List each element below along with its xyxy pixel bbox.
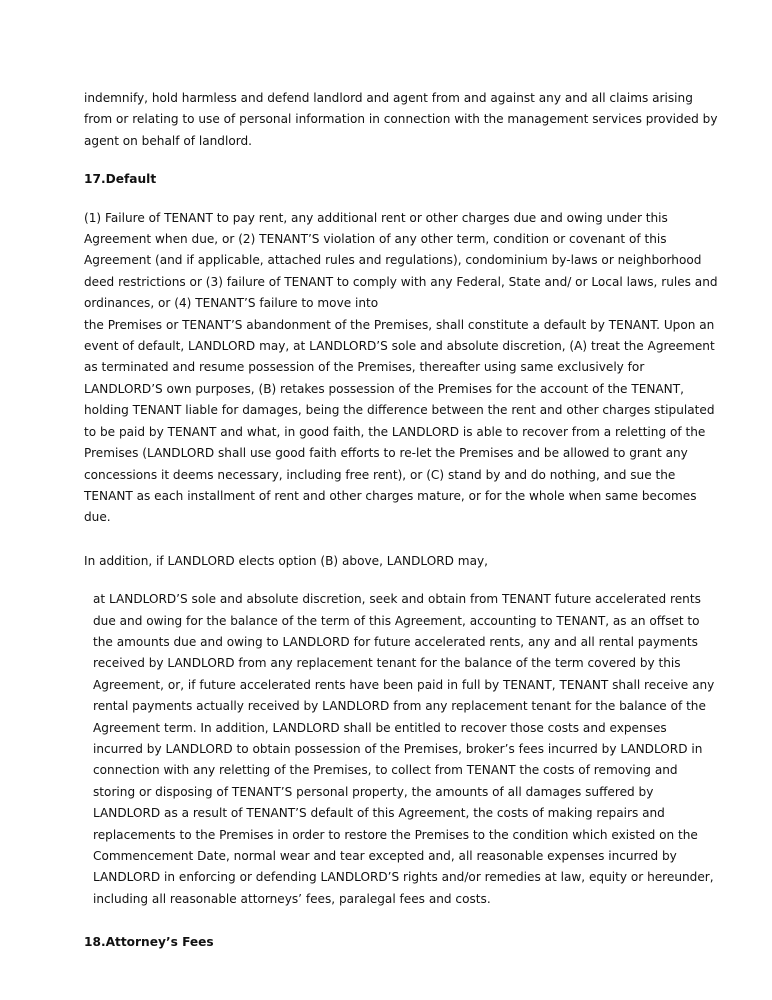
section-heading-default: 17.Default [84, 172, 157, 187]
paragraph-default-remedies: the Premises or TENANT’S abandonment of the Premises, shall constitute a default by TENANT. Upon an event of default, LANDLORD may, at LANDLORD’S sole and absolute discretion, (A) treat the Agreement as terminated and resume possession of the Premises, thereafter using same exclusively for LANDLORD’S own purposes, (B) retakes possession of the Premises for the account of the TENANT, holding TENANT liable for damages, being the difference between the rent and other charges stipulated to be paid by TENANT and what, in good faith, the LANDLORD is able to recover from a reletting of the Premises (LANDLORD shall use good faith efforts to re-let the Premises and be allowed to grant any concessions it deems necessary, including free rent), or (C) stand by and do nothing, and sue the TENANT as each installment of rent and other charges mature, or for the whole when same becomes due. [84, 317, 715, 525]
paragraph-default-clause-list: (1) Failure of TENANT to pay rent, any additional rent or other charges due and owing under this Agreement when due, or (2) TENANT’S violation of any other term, condition or covenant of this Agreement (and if applicable, attached rules and regulations), condominium by-laws or neighborhood deed restrictions or (3) failure of TENANT to comply with any Federal, State and/ or Local laws, rules and ordinances, or (4) TENANT’S failure to move into [84, 210, 718, 311]
paragraph-option-b-intro: In addition, if LANDLORD elects option (B) above, LANDLORD may, [84, 553, 488, 568]
section-heading-attorneys-fees: 18.Attorney’s Fees [84, 935, 214, 950]
document-body [84, 88, 718, 954]
paragraph-indemnify-carryover: indemnify, hold harmless and defend landlord and agent from and against any and all claims arising from or relating to use of personal information in connection with the management services provided by agent on behalf of landlord. [84, 91, 718, 148]
paragraph-accelerated-rents: at LANDLORD’S sole and absolute discretion, seek and obtain from TENANT future accelerated rents due and owing for the balance of the term of this Agreement, accounting to TENANT, as an offset to the amounts due and owing to LANDLORD for future accelerated rents, any and all rental payments received by LANDLORD from any replacement tenant for the balance of the term covered by this Agreement, or, if future accelerated rents have been paid in full by TENANT, TENANT shall receive any rental payments actually received by LANDLORD from any replacement tenant for the balance of the Agreement term. In addition, LANDLORD shall be entitled to recover those costs and expenses incurred by LANDLORD to obtain possession of the Premises, broker’s fees incurred by LANDLORD in connection with any reletting of the Premises, to collect from TENANT the costs of removing and storing or disposing of TENANT’S personal property, the amounts of all damages suffered by LANDLORD as a result of TENANT’S default of this Agreement, the costs of making repairs and replacements to the Premises in order to restore the Premises to the condition which existed on the Commencement Date, normal wear and tear excepted and, all reasonable expenses incurred by LANDLORD in enforcing or defending LANDLORD’S rights and/or remedies at law, equity or hereunder, including all reasonable attorneys’ fees, paralegal fees and costs. [93, 592, 715, 906]
